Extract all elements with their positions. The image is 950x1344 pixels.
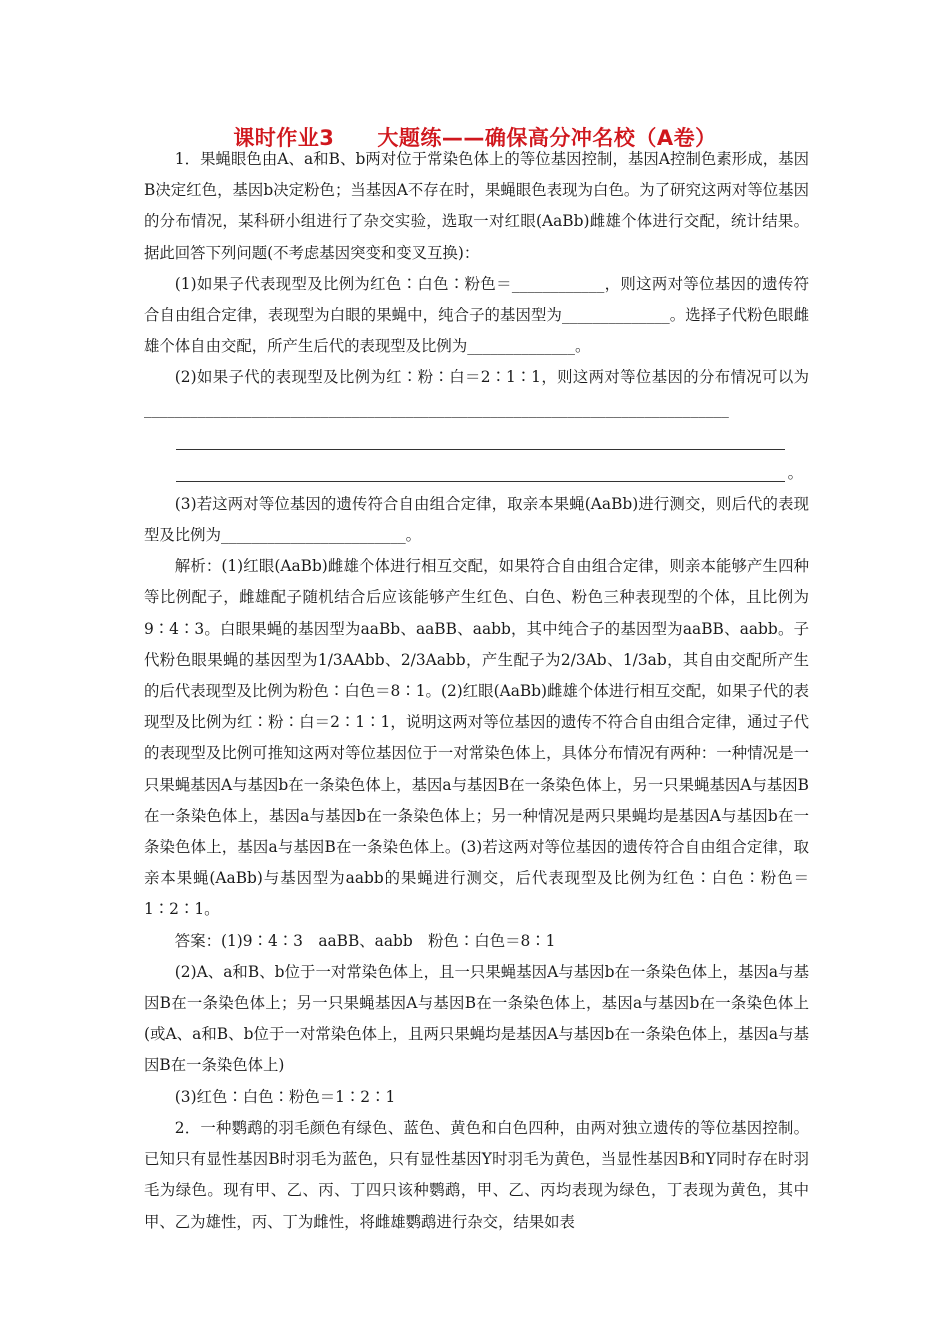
question-1-part-2-text: (2)如果子代的表现型及比例为红∶粉∶白＝2∶1∶1，则这两对等位基因的分布情况可以为____________________________________________________________________________ <box>144 368 809 418</box>
answer-1: 答案：(1)9∶4∶3 aaBB、aabb 粉色∶白色＝8∶1 <box>174 931 556 950</box>
analysis-text: 解析：(1)红眼(AaBb)雌雄个体进行相互交配，如果符合自由组合定律，则亲本能够产生四种等比例配子，雌雄配子随机结合后应该能够产生红色、白色、粉色三种表现型的个体，且比例为9∶4∶3。白眼果蝇的基因型为aaBb、aaBB、aabb，其中纯合子的基因型为aaBB、aabb。子代粉色眼果蝇的基因型为1/3AAbb、2/3Aabb，产生配子为2/3Ab、1/3ab，其自由交配所产生的后代表现型及比例为粉色∶白色＝8∶1。(2)红眼(AaBb)雌雄个体进行相互交配，如果子代的表现型及比例为红∶粉∶白＝2∶1∶1，说明这两对等位基因的遗传不符合自由组合定律，通过子代的表现型及比例可推知这两对等位基因位于一对常染色体上，具体分布情况有两种：一种情况是一只果蝇基因A与基因b在一条染色体上，基因a与基因B在一条染色体上，另一只果蝇基因A与基因B在一条染色体上，基因a与基因b在一条染色体上；另一种情况是两只果蝇均是基因A与基因b在一条染色体上，基因a与基因B在一条染色体上。(3)若这两对等位基因的遗传符合自由组合定律，取亲本果蝇(AaBb)与基因型为aabb的果蝇进行测交，后代表现型及比例为红色∶白色∶粉色＝1∶2∶1。 <box>144 557 809 919</box>
page-title: 课时作业3 大题练——确保高分冲名校（A卷） <box>233 126 717 150</box>
document-body <box>144 144 809 1238</box>
answer-blank-line <box>176 425 785 450</box>
answer-2: (2)A、a和B、b位于一对常染色体上，且一只果蝇基因A与基因b在一条染色体上，基因a与基因B在一条染色体上；另一只果蝇基因A与基因B在一条染色体上，基因a与基因b在一条染色体上(或A、a和B、b位于一对常染色体上，且两只果蝇均是基因A与基因b在一条染色体上，基因a与基因B在一条染色体上) <box>144 962 809 1075</box>
question-1-part-2 <box>144 362 809 424</box>
question-1-stem: 1．果蝇眼色由A、a和B、b两对位于常染色体上的等位基因控制，基因A控制色素形成，基因B决定红色，基因b决定粉色；当基因A不存在时，果蝇眼色表现为白色。为了研究这两对等位基因的分布情况，某科研小组进行了杂交实验，选取一对红眼(AaBb)雌雄个体进行交配，统计结果。据此回答下列问题(不考虑基因突变和变叉互换)： <box>144 150 809 262</box>
blank-end-mark: 。 <box>787 463 803 482</box>
answer-blank-line <box>176 457 803 482</box>
question-1-part-3: (3)若这两对等位基因的遗传符合自由组合定律，取亲本果蝇(AaBb)进行测交，则后代的表现型及比例为________________________。 <box>144 494 809 545</box>
answer-3: (3)红色∶白色∶粉色＝1∶2∶1 <box>174 1087 396 1106</box>
question-1-part-1: (1)如果子代表现型及比例为红色∶白色∶粉色＝____________，则这两对等位基因的遗传符合自由组合定律，表现型为白眼的果蝇中，纯合子的基因型为______________。选择子代粉色眼雌雄个体自由交配，所产生后代的表现型及比例为______________。 <box>144 274 809 356</box>
question-2-stem: 2．一种鹦鹉的羽毛颜色有绿色、蓝色、黄色和白色四种，由两对独立遗传的等位基因控制。已知只有显性基因B时羽毛为蓝色，只有显性基因Y时羽毛为黄色，当显性基因B和Y同时存在时羽毛为绿色。现有甲、乙、丙、丁四只该种鹦鹉，甲、乙、丙均表现为绿色，丁表现为黄色，其中甲、乙为雄性，丙、丁为雌性，将雌雄鹦鹉进行杂交，结果如表 <box>144 1118 809 1231</box>
